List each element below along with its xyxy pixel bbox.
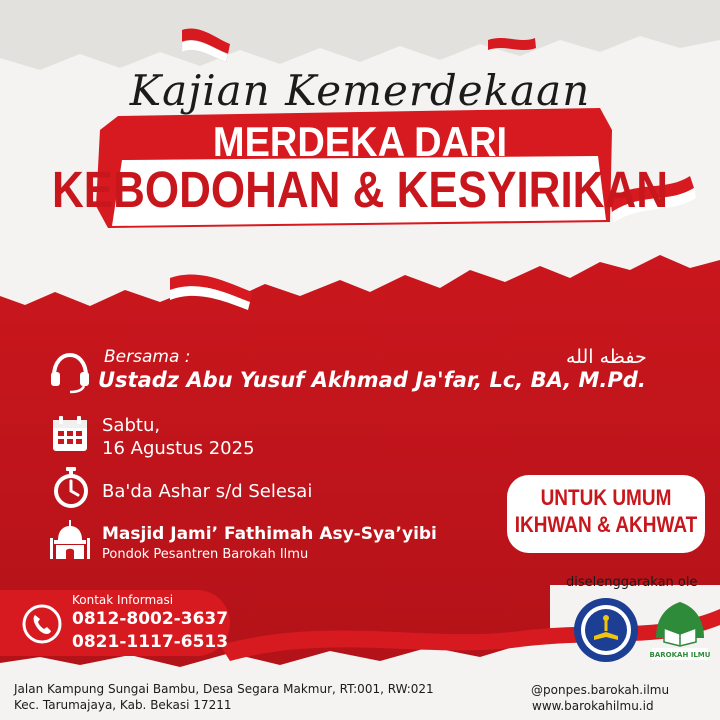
stopwatch-icon	[52, 466, 90, 508]
venue-name: Masjid Jami’ Fathimah Asy-Sya’yibi	[102, 524, 437, 544]
footer-website[interactable]: www.barokahilmu.id	[532, 699, 654, 713]
event-time: Ba'da Ashar s/d Selesai	[102, 481, 313, 502]
footer-instagram[interactable]: @ponpes.barokah.ilmu	[531, 683, 670, 697]
organizer-logo-2	[648, 598, 712, 662]
audience-line1: UNTUK UMUM	[540, 486, 672, 511]
footer-address-line1: Jalan Kampung Sungai Bambu, Desa Segara Makmur, RT:001, RW:021	[14, 682, 434, 696]
headset-icon	[48, 350, 92, 394]
calendar-icon	[50, 414, 90, 454]
organizer-logo-2-text: BAROKAH ILMU	[649, 651, 711, 659]
speaker-label: Bersama :	[104, 347, 191, 367]
speaker-honorific: حفظه الله	[566, 346, 647, 368]
event-script-title: Kajian Kemerdekaan	[129, 66, 591, 115]
speaker-name: Ustadz Abu Yusuf Akhmad Ja'far, Lc, BA, M.Pd.	[98, 368, 646, 392]
organizer-logo-1	[572, 596, 640, 664]
footer-address-line2: Kec. Tarumajaya, Kab. Bekasi 17211	[14, 698, 232, 712]
audience-badge	[507, 475, 705, 553]
mosque-icon	[48, 518, 92, 562]
contact-phone-2: 0821-1117-6513	[72, 632, 229, 652]
phone-icon	[22, 604, 62, 644]
event-title-line2: KEBODOHAN & KESYIRIKAN	[51, 162, 669, 219]
organizer-label: diselenggarakan ole	[566, 575, 698, 590]
audience-line2: IKHWAN & AKHWAT	[514, 513, 698, 538]
venue-org: Pondok Pesantren Barokah Ilmu	[102, 547, 309, 562]
event-day: Sabtu,	[102, 415, 161, 436]
event-title-line1: MERDEKA DARI	[212, 119, 508, 167]
contact-phone-1: 0812-8002-3637	[72, 609, 229, 629]
contact-label: Kontak Informasi	[72, 593, 174, 607]
event-date: 16 Agustus 2025	[102, 438, 255, 459]
